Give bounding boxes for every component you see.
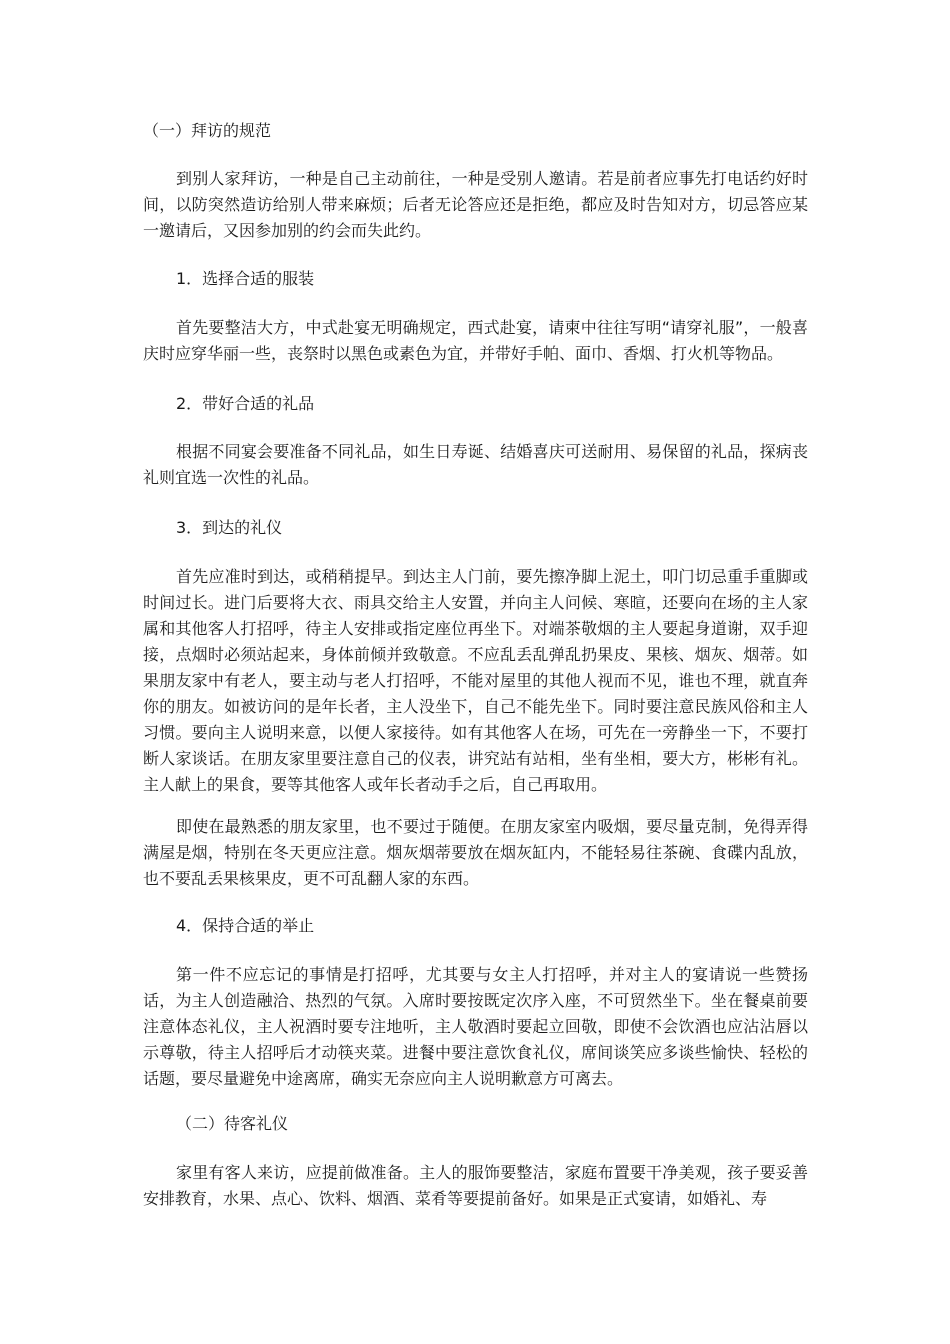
section-heading-visiting: （一）拜访的规范 bbox=[143, 121, 272, 140]
paragraph-arrival-etiquette: 首先应准时到达，或稍稍提早。到达主人门前，要先擦净脚上泥土，叩门切忌重手重脚或时间过长。进门后要将大衣、雨具交给主人安置，并向主人问候、寒暄，还要向在场的主人家属和其他客人打招呼，待主人安排或指定座位再坐下。对端茶敬烟的主人要起身道谢，双手迎接，点烟时必须站起来，身体前倾并致敬意。不应乱丢乱弹乱扔果皮、果核、烟灰、烟蒂。如果朋友家中有老人，要主动与老人打招呼，不能对屋里的其他人视而不见，谁也不理，就直奔你的朋友。如被访问的是年长者，主人没坐下，自己不能先坐下。同时要注意民族风俗和主人习惯。要向主人说明来意，以便人家接待。如有其他客人在场，可先在一旁静坐一下，不要打断人家谈话。在朋友家里要注意自己的仪表，讲究站有站相，坐有坐相，要大方，彬彬有礼。主人献上的果食，要等其他客人或年长者动手之后，自己再取用。 bbox=[143, 567, 808, 794]
item-heading-clothing: 1．选择合适的服装 bbox=[176, 269, 315, 288]
paragraph-arrival-casual: 即使在最熟悉的朋友家里，也不要过于随便。在朋友家室内吸烟，要尽量克制，免得弄得满屋是烟，特别在冬天更应注意。烟灰烟蒂要放在烟灰缸内，不能轻易往茶碗、食碟内乱放，也不要乱丢果核果皮，更不可乱翻人家的东西。 bbox=[143, 817, 808, 888]
paragraph-clothing: 首先要整洁大方，中式赴宴无明确规定，西式赴宴，请柬中往往写明“请穿礼服”，一般喜庆时应穿华丽一些，丧祭时以黑色或素色为宜，并带好手帕、面巾、香烟、打火机等物品。 bbox=[143, 318, 808, 363]
paragraph-gifts: 根据不同宴会要准备不同礼品，如生日寿诞、结婚喜庆可送耐用、易保留的礼品，探病丧礼则宜选一次性的礼品。 bbox=[143, 442, 808, 487]
paragraph-manners: 第一件不应忘记的事情是打招呼，尤其要与女主人打招呼，并对主人的宴请说一些赞扬话，为主人创造融洽、热烈的气氛。入席时要按既定次序入座，不可贸然坐下。坐在餐桌前要注意体态礼仪，主人祝酒时要专注地听，主人敬酒时要起立回敬，即使不会饮酒也应沾沾唇以示尊敬，待主人招呼后才动筷夹菜。进餐中要注意饮食礼仪，席间谈笑应多谈些愉快、轻松的话题，要尽量避免中途离席，确实无奈应向主人说明歉意方可离去。 bbox=[143, 965, 808, 1088]
paragraph-hosting: 家里有客人来访，应提前做准备。主人的服饰要整洁，家庭布置要干净美观，孩子要妥善安排教育，水果、点心、饮料、烟酒、菜肴等要提前备好。如果是正式宴请，如婚礼、寿 bbox=[143, 1163, 808, 1208]
item-heading-gifts: 2．带好合适的礼品 bbox=[176, 394, 315, 413]
item-heading-arrival: 3．到达的礼仪 bbox=[176, 518, 283, 537]
item-heading-manners: 4．保持合适的举止 bbox=[176, 916, 315, 935]
paragraph-visiting-intro: 到别人家拜访，一种是自己主动前往，一种是受别人邀请。若是前者应事先打电话约好时间，以防突然造访给别人带来麻烦；后者无论答应还是拒绝，都应及时告知对方，切忌答应某一邀请后，又因参加别的约会而失此约。 bbox=[143, 169, 808, 240]
section-heading-hosting: （二）待客礼仪 bbox=[176, 1114, 289, 1133]
